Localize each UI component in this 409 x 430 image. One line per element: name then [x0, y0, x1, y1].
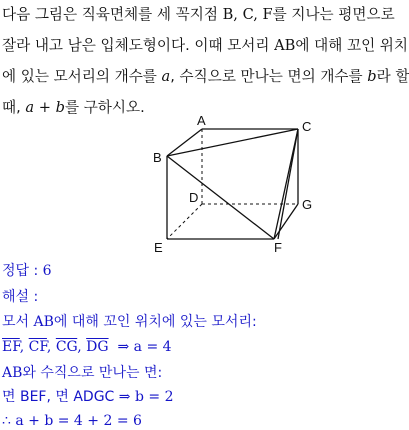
perp-faces-list: 면 BEF, 면 ADGC ⇒ b = 2 — [2, 389, 174, 405]
answer-line: 정답 : 6 — [2, 263, 52, 279]
label-c: C — [302, 119, 312, 134]
perp-faces-heading: AB와 수직으로 만나는 면: — [2, 365, 163, 381]
var-b: b — [367, 68, 377, 85]
problem-line-2: 잘라 내고 남은 입체도형이다. 이때 모서리 AB에 대해 꼬인 위치 — [2, 37, 409, 54]
edge-c-f-outer — [278, 129, 298, 239]
explanation-label: 해설 : — [2, 289, 39, 305]
edge-ab: AB — [274, 37, 296, 54]
solid-figure — [140, 112, 340, 257]
var-a: a — [161, 68, 171, 85]
answer-value: 6 — [42, 263, 52, 279]
edge-ef: $\overline{EF}$ — [2, 339, 20, 355]
label-g: G — [302, 197, 313, 212]
expr-a-plus-b: a + b — [25, 99, 65, 116]
label-e: E — [154, 240, 163, 255]
label-b: B — [153, 150, 162, 165]
problem-line-4: 때, a + b를 구하시오. — [2, 99, 145, 116]
problem-line-1: 다음 그림은 직육면체를 세 꼭지점 B, C, F를 지나는 평면으로 — [2, 6, 395, 23]
b-result: ⇒ b = 2 — [118, 389, 174, 405]
a-result: ⇒ a = 4 — [117, 339, 172, 355]
edge-b-f — [167, 156, 274, 239]
edge-d-e — [167, 204, 202, 239]
vertex-list: B, C, F — [222, 6, 273, 23]
edge-b-c — [167, 129, 298, 156]
skew-edges-heading: 모서 AB에 대해 꼬인 위치에 있는 모서리: — [2, 314, 257, 330]
final-answer: ∴ a + b = 4 + 2 = 6 — [2, 413, 142, 429]
label-f: F — [274, 240, 282, 255]
edge-cg: $\overline{CG}$ — [55, 339, 78, 355]
edge-dg: $\overline{DG}$ — [86, 339, 109, 355]
label-a: A — [197, 113, 206, 128]
label-d: D — [189, 190, 199, 205]
edge-cf: $\overline{CF}$ — [28, 339, 47, 355]
problem-line-3: 에 있는 모서리의 개수를 a, 수직으로 만나는 면의 개수를 b라 할 — [2, 68, 409, 85]
skew-edges-list: $\overline{EF}$, $\overline{CF}$, $\overline{CG}$, $\overline{DG}$ ⇒ a = 4 — [2, 339, 172, 355]
